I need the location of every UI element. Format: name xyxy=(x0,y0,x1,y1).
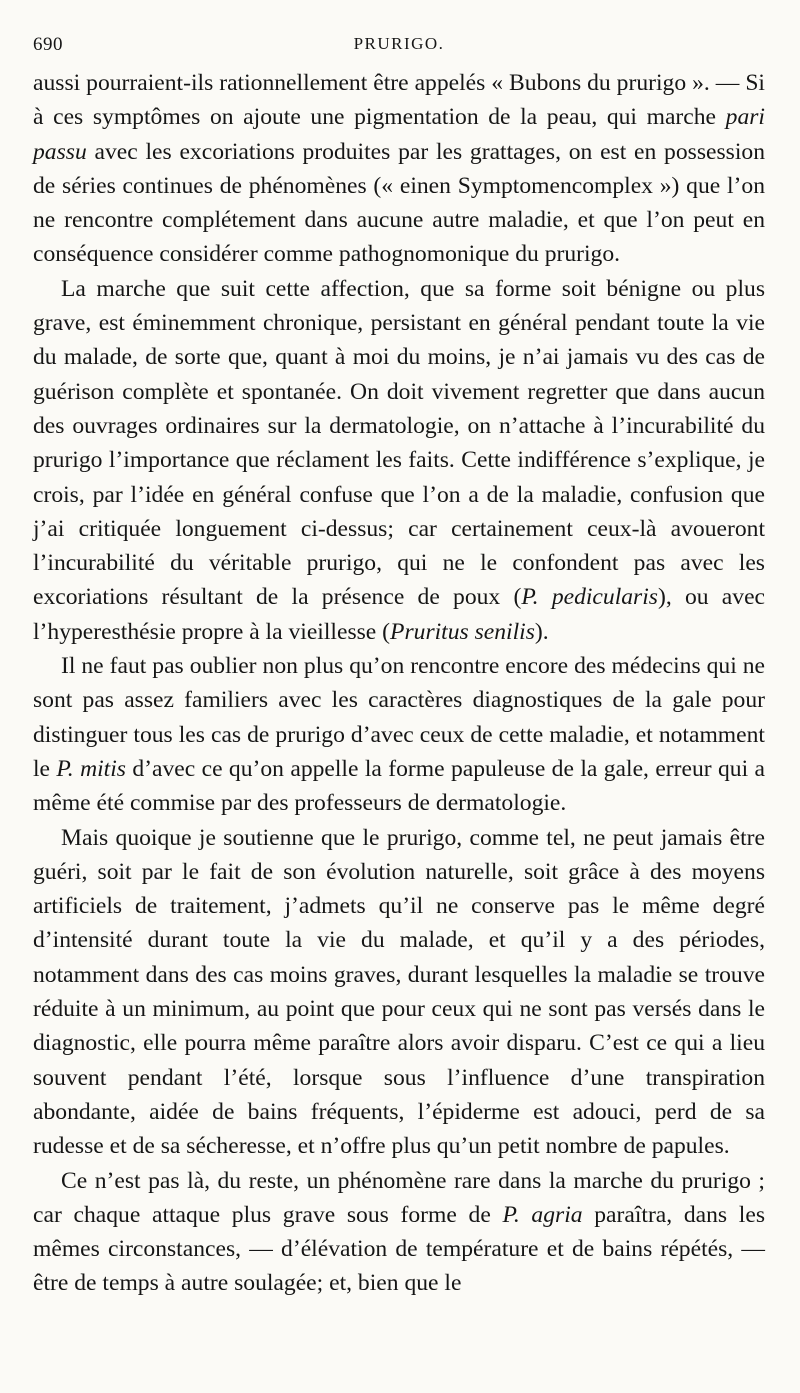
text-run: Mais quoique je soutienne que le prurigo, comme tel, ne peut jamais être guéri, soit par le fait de son évolution naturelle, soit grâce à des moyens artificiels de traitement, j’admets qu’il ne conserve pas le même degré d’intensité durant toute la vie du malade, et qu’il y a des périodes, notamment dans des cas moins graves, durant lesquelles la maladie se trouve réduite à un minimum, au point que pour ceux qui ne sont pas versés dans le diagnostic, elle pourra même paraître alors avoir disparu. C’est ce qui a lieu souvent pendant l’été, lorsque sous l’influence d’une transpiration abondante, aidée de bains fréquents, l’épiderme est adouci, perd de sa rudesse et de sa sécheresse, et n’offre plus qu’un petit nombre de papules. xyxy=(33,824,765,1160)
italic-text: P. mitis xyxy=(56,755,126,782)
text-run: paraîtra, dans les mêmes circonstances, — d’élévation de température et de bains répétés, — être de temps à autre soulagée; et, bien que le xyxy=(33,1201,766,1297)
text-run: avec les excoriations produites par les grattages, on est en possession de séries continues de phénomènes (« einen Symptomencomplex ») que l’on ne rencontre complétement dans aucune autre maladie, et que l’on peut en conséquence considérer comme pathognomonique du prurigo. xyxy=(33,138,765,268)
italic-text: P. agria xyxy=(502,1201,583,1228)
text-run: La marche que suit cette affection, que sa forme soit bénigne ou plus grave, est éminemment chronique, persistant en général pendant toute la vie du malade, de sorte que, quant à moi du moins, je n’ai jamais vu des cas de guérison complète et spontanée. On doit vivement regretter que dans aucun des ouvrages ordinaires sur la dermatologie, on n’attache à l’incurabilité du prurigo l’importance que réclament les faits. Cette indifférence s’explique, je crois, par l’idée en général confuse que l’on a de la maladie, confusion que j’ai critiquée longuement ci-dessus; car certainement ceux-là avoueront l’incurabilité du véritable prurigo, qui ne le confondent pas avec les excoriations résultant de la présence de poux ( xyxy=(33,275,765,611)
paragraph xyxy=(33,649,765,820)
paragraph xyxy=(33,66,765,272)
italic-text: P. pedicularis xyxy=(521,584,658,611)
body-text xyxy=(33,66,765,1301)
text-run: Il ne faut pas oublier non plus qu’on rencontre encore des médecins qui ne sont pas assez familiers avec les caractères diagnostiques de la gale pour distinguer tous les cas de prurigo d’avec ceux de cette maladie, et notamment le xyxy=(33,653,765,782)
text-run: aussi pourraient-ils rationnellement être appelés « Bubons du prurigo ». — Si à ces symptômes on ajoute une pigmentation de la peau, qui marche xyxy=(33,70,765,131)
text-run: ). xyxy=(534,618,549,645)
text-run: ), ou avec l’hyperesthésie propre à la vieillesse ( xyxy=(33,584,766,645)
italic-text: Pruritus senilis xyxy=(390,618,535,645)
paragraph xyxy=(33,1164,765,1301)
page-number: 690 xyxy=(33,34,63,55)
italic-text: pari passu xyxy=(33,104,765,165)
running-title: PRURIGO. xyxy=(353,34,445,53)
text-run: Ce n’est pas là, du reste, un phénomène rare dans la marche du prurigo ; car chaque attaque plus grave sous forme de xyxy=(33,1167,765,1228)
paragraph xyxy=(33,821,765,1164)
text-run: d’avec ce qu’on appelle la forme papuleuse de la gale, erreur qui a même été commise par des professeurs de dermatologie. xyxy=(33,755,766,817)
paragraph xyxy=(33,272,765,649)
page-header xyxy=(33,34,765,60)
